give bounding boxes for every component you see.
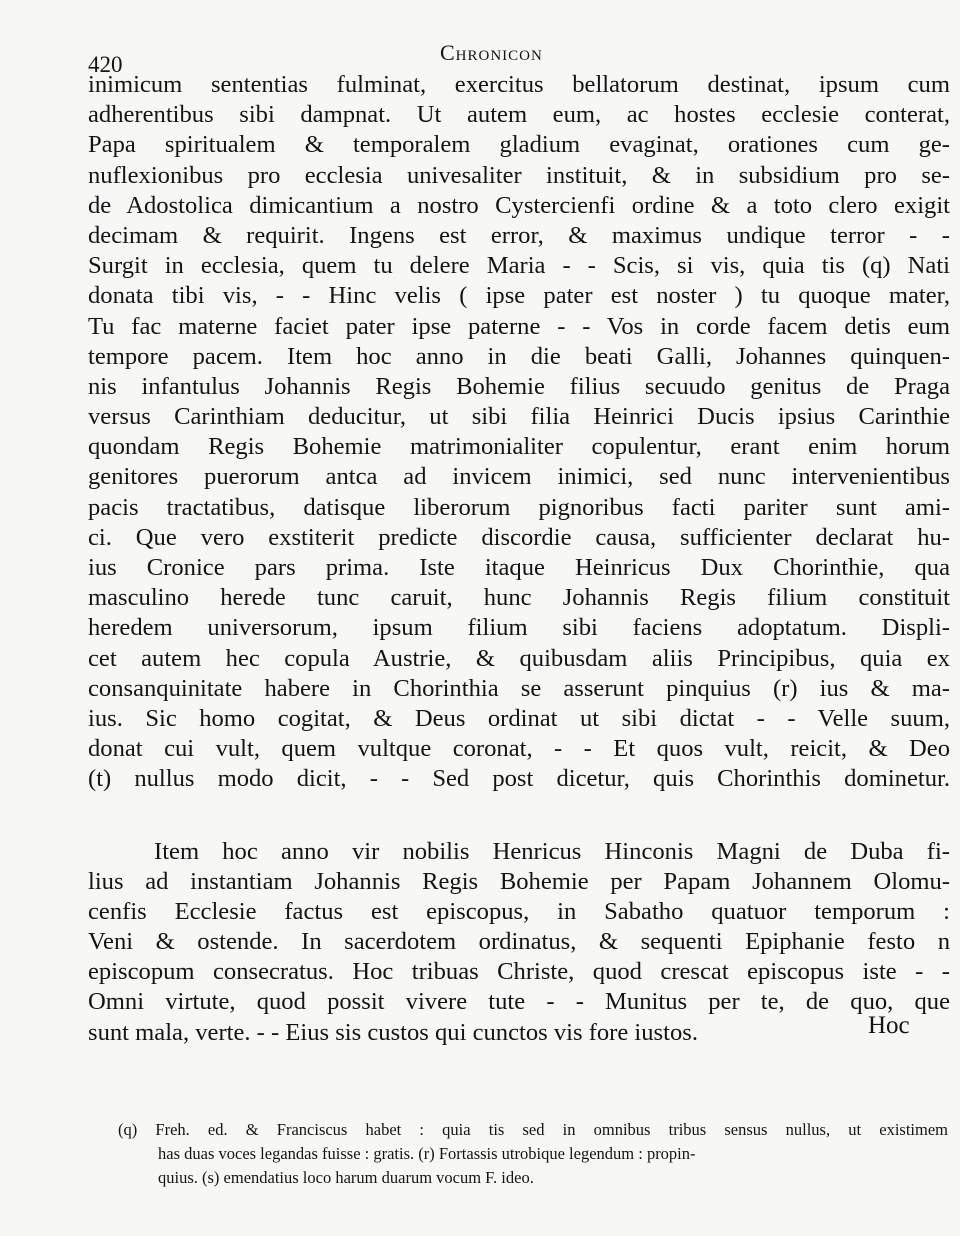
text-line: donat cui vult, quem vultque coronat, - - Et quos vult, reicit, & Deo	[88, 735, 950, 763]
running-title: Chronicon	[440, 40, 543, 65]
text-line: cenfis Ecclesie factus est episcopus, in Sabatho quatuor temporum :	[88, 897, 950, 925]
text-line: ius. Sic homo cogitat, & Deus ordinat ut sibi dictat - - Velle suum,	[88, 704, 950, 732]
text-line: heredem universorum, ipsum filium sibi faciens adoptatum. Displi-	[88, 614, 950, 642]
text-line: sunt mala, verte. - - Eius sis custos qui cunctos vis fore iustos.	[88, 1018, 698, 1046]
main-text	[88, 70, 950, 1048]
text-line: episcopum consecratus. Hoc tribuas Christe, quod crescat episcopus iste - -	[88, 958, 950, 986]
text-line: versus Carinthiam deducitur, ut sibi filia Heinrici Ducis ipsius Carinthie	[88, 403, 950, 431]
text-line: ius Cronice pars prima. Iste itaque Heinricus Dux Chorinthie, qua	[88, 554, 950, 581]
text-line: decimam & requirit. Ingens est error, & maximus undique terror - -	[88, 221, 950, 249]
catchword: Hoc	[868, 1012, 910, 1039]
footnote-line: has duas voces legandas fuisse : gratis. (r) Fortassis utrobique legendum : propin-	[158, 1144, 696, 1163]
text-line: donata tibi vis, - - Hinc velis ( ipse pater est noster ) tu quoque mater,	[88, 282, 950, 310]
text-line: genitores puerorum antca ad invicem inimici, sed nunc intervenientibus	[88, 463, 950, 491]
text-line: Surgit in ecclesia, quem tu delere Maria - - Scis, si vis, quia tis (q) Nati	[88, 252, 950, 280]
page-number: 420	[88, 52, 123, 77]
text-line: Papa spiritualem & temporalem gladium evaginat, orationes cum ge-	[88, 131, 950, 159]
text-line: masculino herede tunc caruit, hunc Johannis Regis filium constituit	[88, 584, 950, 612]
text-line: nis infantulus Johannis Regis Bohemie filius secuudo genitus de Praga	[88, 372, 950, 400]
text-line: Item hoc anno vir nobilis Henricus Hinconis Magni de Duba fi-	[154, 837, 950, 865]
footnotes	[118, 1118, 948, 1190]
text-line: quondam Regis Bohemie matrimonialiter copulentur, erant enim horum	[88, 433, 950, 461]
text-line: tempore pacem. Item hoc anno in die beati Galli, Johannes quinquen-	[88, 342, 950, 370]
text-line: cet autem hec copula Austrie, & quibusdam aliis Principibus, quia ex	[88, 644, 950, 672]
text-line: inimicum sententias fulminat, exercitus bellatorum destinat, ipsum cum	[88, 71, 950, 98]
text-line: adherentibus sibi dampnat. Ut autem eum, ac hostes ecclesie conterat,	[88, 101, 950, 129]
paragraph-2	[88, 837, 950, 1048]
footnote-line: (q) Freh. ed. & Franciscus habet : quia tis sed in omnibus tribus sensus nullus, ut existimem	[118, 1120, 948, 1139]
text-line: Tu fac materne faciet pater ipse paterne - - Vos in corde facem detis eum	[88, 312, 950, 340]
text-line: nuflexionibus pro ecclesia univesaliter instituit, & in subsidium pro se-	[88, 161, 950, 189]
text-line: pacis tractatibus, datisque liberorum pignoribus facti pariter sunt ami-	[88, 493, 950, 521]
paragraph-gap	[88, 795, 950, 837]
text-line: Omni virtute, quod possit vivere tute - - Munitus per te, de quo, que	[88, 988, 950, 1016]
text-line: Veni & ostende. In sacerdotem ordinatus, & sequenti Epiphanie festo n	[88, 928, 950, 956]
text-line: de Adostolica dimicantium a nostro Cystercienfi ordine & a toto clero exigit	[88, 191, 950, 219]
text-line: consanquinitate habere in Chorinthia se asserunt pinquius (r) ius & ma-	[88, 674, 950, 702]
footnote-line: quius. (s) emendatius loco harum duarum vocum F. ideo.	[158, 1168, 534, 1187]
text-line: ci. Que vero exstiterit predicte discordie causa, sufficienter declarat hu-	[88, 523, 950, 551]
paragraph-1	[88, 70, 950, 795]
text-line: lius ad instantiam Johannis Regis Bohemie per Papam Johannem Olomu-	[88, 867, 950, 895]
text-line: (t) nullus modo dicit, - - Sed post dicetur, quis Chorinthis dominetur.	[88, 765, 950, 793]
